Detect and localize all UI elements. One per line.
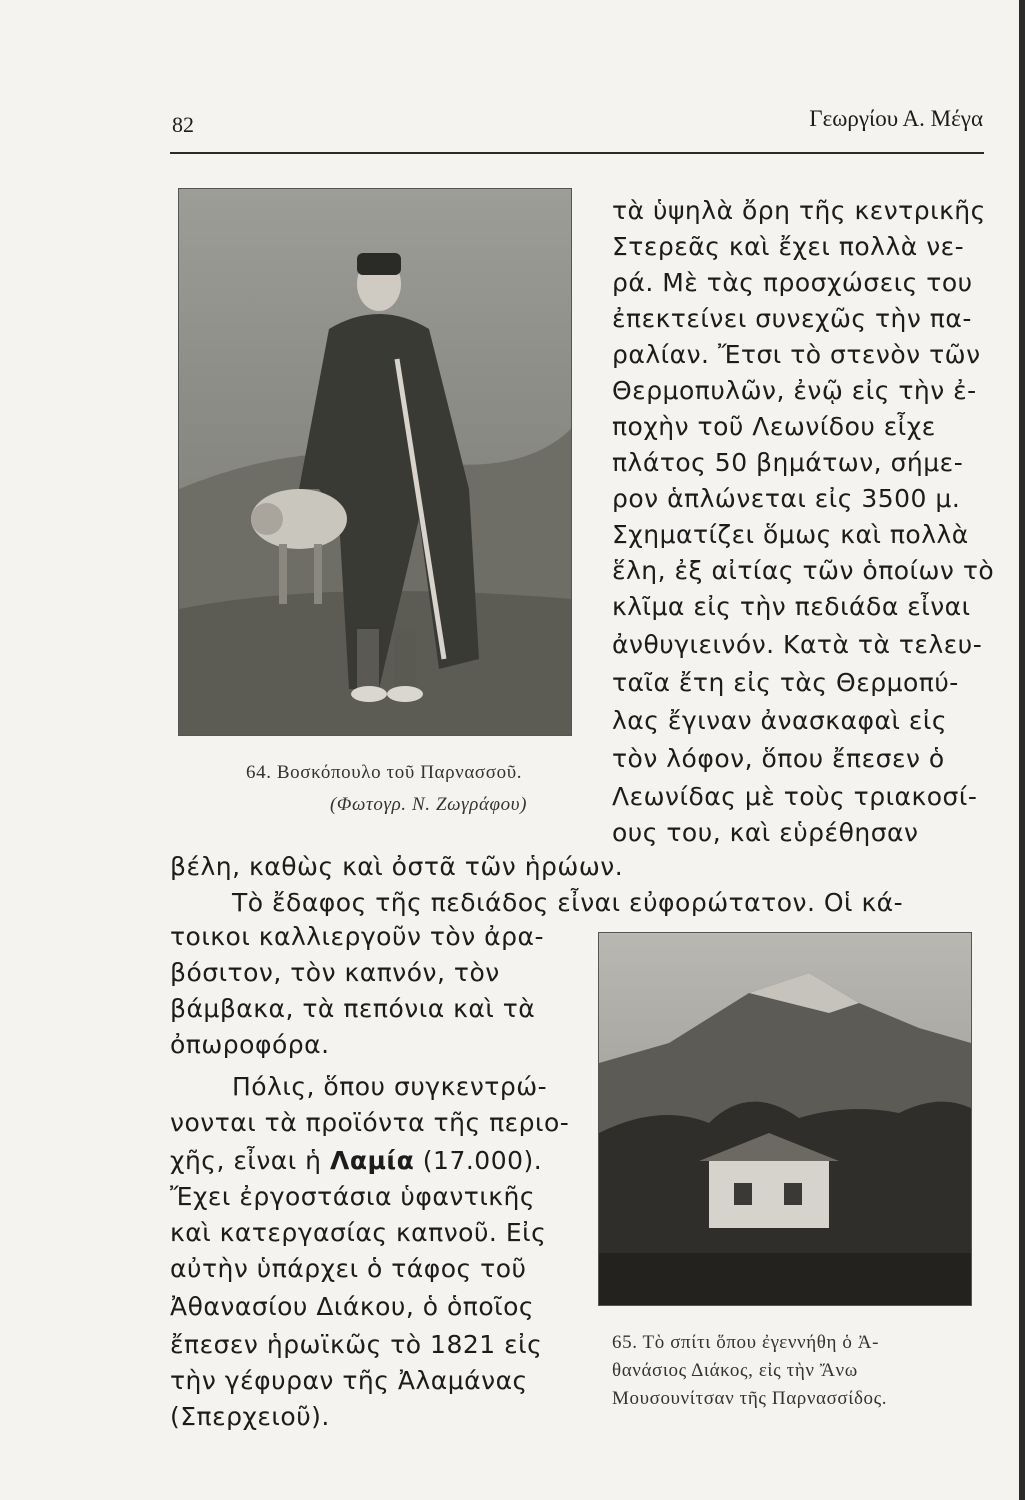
caption-figure-65-line3: Μουσουνίτσαν τῆς Παρνασσίδος. xyxy=(612,1388,888,1409)
caption-figure-65-line2: θανάσιος Διάκος, εἰς τὴν Ἄνω xyxy=(612,1360,858,1381)
text-line: τὸν λόφον, ὅπου ἔπεσεν ὁ xyxy=(612,744,945,773)
text-line-full: Τὸ ἔδαφος τῆς πεδιάδος εἶναι εὐφορώτατον. Οἱ κά- xyxy=(232,888,904,917)
text-line: βόσιτον, τὸν καπνόν, τὸν xyxy=(170,958,500,987)
text-fragment: χῆς, εἶναι ἡ xyxy=(170,1146,322,1175)
text-line: (Σπερχειοῦ). xyxy=(170,1402,330,1431)
text-line: ους του, καὶ εὑρέθησαν xyxy=(612,818,919,847)
text-line: Ἀθανασίου Διάκου, ὁ ὁποῖος xyxy=(170,1292,535,1321)
text-line-full: βέλη, καθὼς καὶ ὀστᾶ τῶν ἡρώων. xyxy=(170,852,624,881)
page-number: 82 xyxy=(172,112,194,137)
header-rule xyxy=(170,152,984,154)
text-line: βάμβακα, τὰ πεπόνια καὶ τὰ xyxy=(170,994,536,1023)
place-name-lamia: Λαμία xyxy=(329,1146,415,1175)
text-line: τοικοι καλλιεργοῦν τὸν ἀρα- xyxy=(170,922,544,951)
caption-figure-65: 65. Τὸ σπίτι ὅπου ἐγεννήθη ὁ Ἀ- xyxy=(612,1332,880,1353)
text-line: Στερεᾶς καὶ ἔχει πολλὰ νε- xyxy=(612,232,965,261)
text-line: ἀνθυγιεινόν. Κατὰ τὰ τελευ- xyxy=(612,630,983,659)
running-title: Γεωργίου Α. Μέγα xyxy=(809,106,983,131)
text-line: κλῖμα εἰς τὴν πεδιάδα εἶναι xyxy=(612,592,971,621)
text-line: καὶ κατεργασίας καπνοῦ. Εἰς xyxy=(170,1218,547,1247)
text-line: Ἔχει ἐργοστάσια ὑφαντικῆς xyxy=(170,1182,536,1211)
text-line: Λεωνίδας μὲ τοὺς τριακοσί- xyxy=(612,782,978,811)
text-line: ταῖα ἔτη εἰς τὰς Θερμοπύ- xyxy=(612,668,959,697)
text-line xyxy=(170,1146,542,1175)
scan-edge xyxy=(1019,0,1025,1500)
text-line: Σχηματίζει ὅμως καὶ πολλὰ xyxy=(612,520,969,549)
text-line: ρά. Μὲ τὰς προσχώσεις του xyxy=(612,268,973,297)
text-line: ἕλη, ἐξ αἰτίας τῶν ὁποίων τὸ xyxy=(612,556,995,585)
photo-shepherd-boy xyxy=(178,188,572,736)
diakos-house-image xyxy=(599,933,971,1305)
text-line: ραλίαν. Ἔτσι τὸ στενὸν τῶν xyxy=(612,340,981,369)
text-line: ρον ἁπλώνεται εἰς 3500 μ. xyxy=(612,484,961,513)
caption-figure-64: 64. Βοσκόπουλο τοῦ Παρνασσοῦ. xyxy=(246,762,523,783)
text-line: πλάτος 50 βημάτων, σήμε- xyxy=(612,448,964,477)
text-line: ἔπεσεν ἡρωϊκῶς τὸ 1821 εἰς xyxy=(170,1330,543,1359)
photo-diakos-house xyxy=(598,932,972,1306)
text-fragment: (17.000). xyxy=(422,1146,543,1175)
text-line: λας ἔγιναν ἀνασκαφαὶ εἰς xyxy=(612,706,948,735)
text-line: ποχὴν τοῦ Λεωνίδου εἶχε xyxy=(612,412,936,441)
text-line: Θερμοπυλῶν, ἐνῷ εἰς τὴν ἐ- xyxy=(612,376,977,405)
text-line: ἐπεκτείνει συνεχῶς τὴν πα- xyxy=(612,304,972,333)
text-line: Πόλις, ὅπου συγκεντρώ- xyxy=(232,1072,548,1101)
text-line: τὴν γέφυραν τῆς Ἀλαμάνας xyxy=(170,1366,528,1395)
text-line: τὰ ὑψηλὰ ὄρη τῆς κεντρικῆς xyxy=(612,196,986,225)
text-line: αὐτὴν ὑπάρχει ὁ τάφος τοῦ xyxy=(170,1254,527,1283)
text-line: ὀπωροφόρα. xyxy=(170,1030,330,1059)
shepherd-boy-image xyxy=(179,189,571,735)
text-line: νονται τὰ προϊόντα τῆς περιο- xyxy=(170,1108,570,1137)
photo-credit-figure-64: (Φωτογρ. Ν. Ζωγράφου) xyxy=(330,794,528,815)
